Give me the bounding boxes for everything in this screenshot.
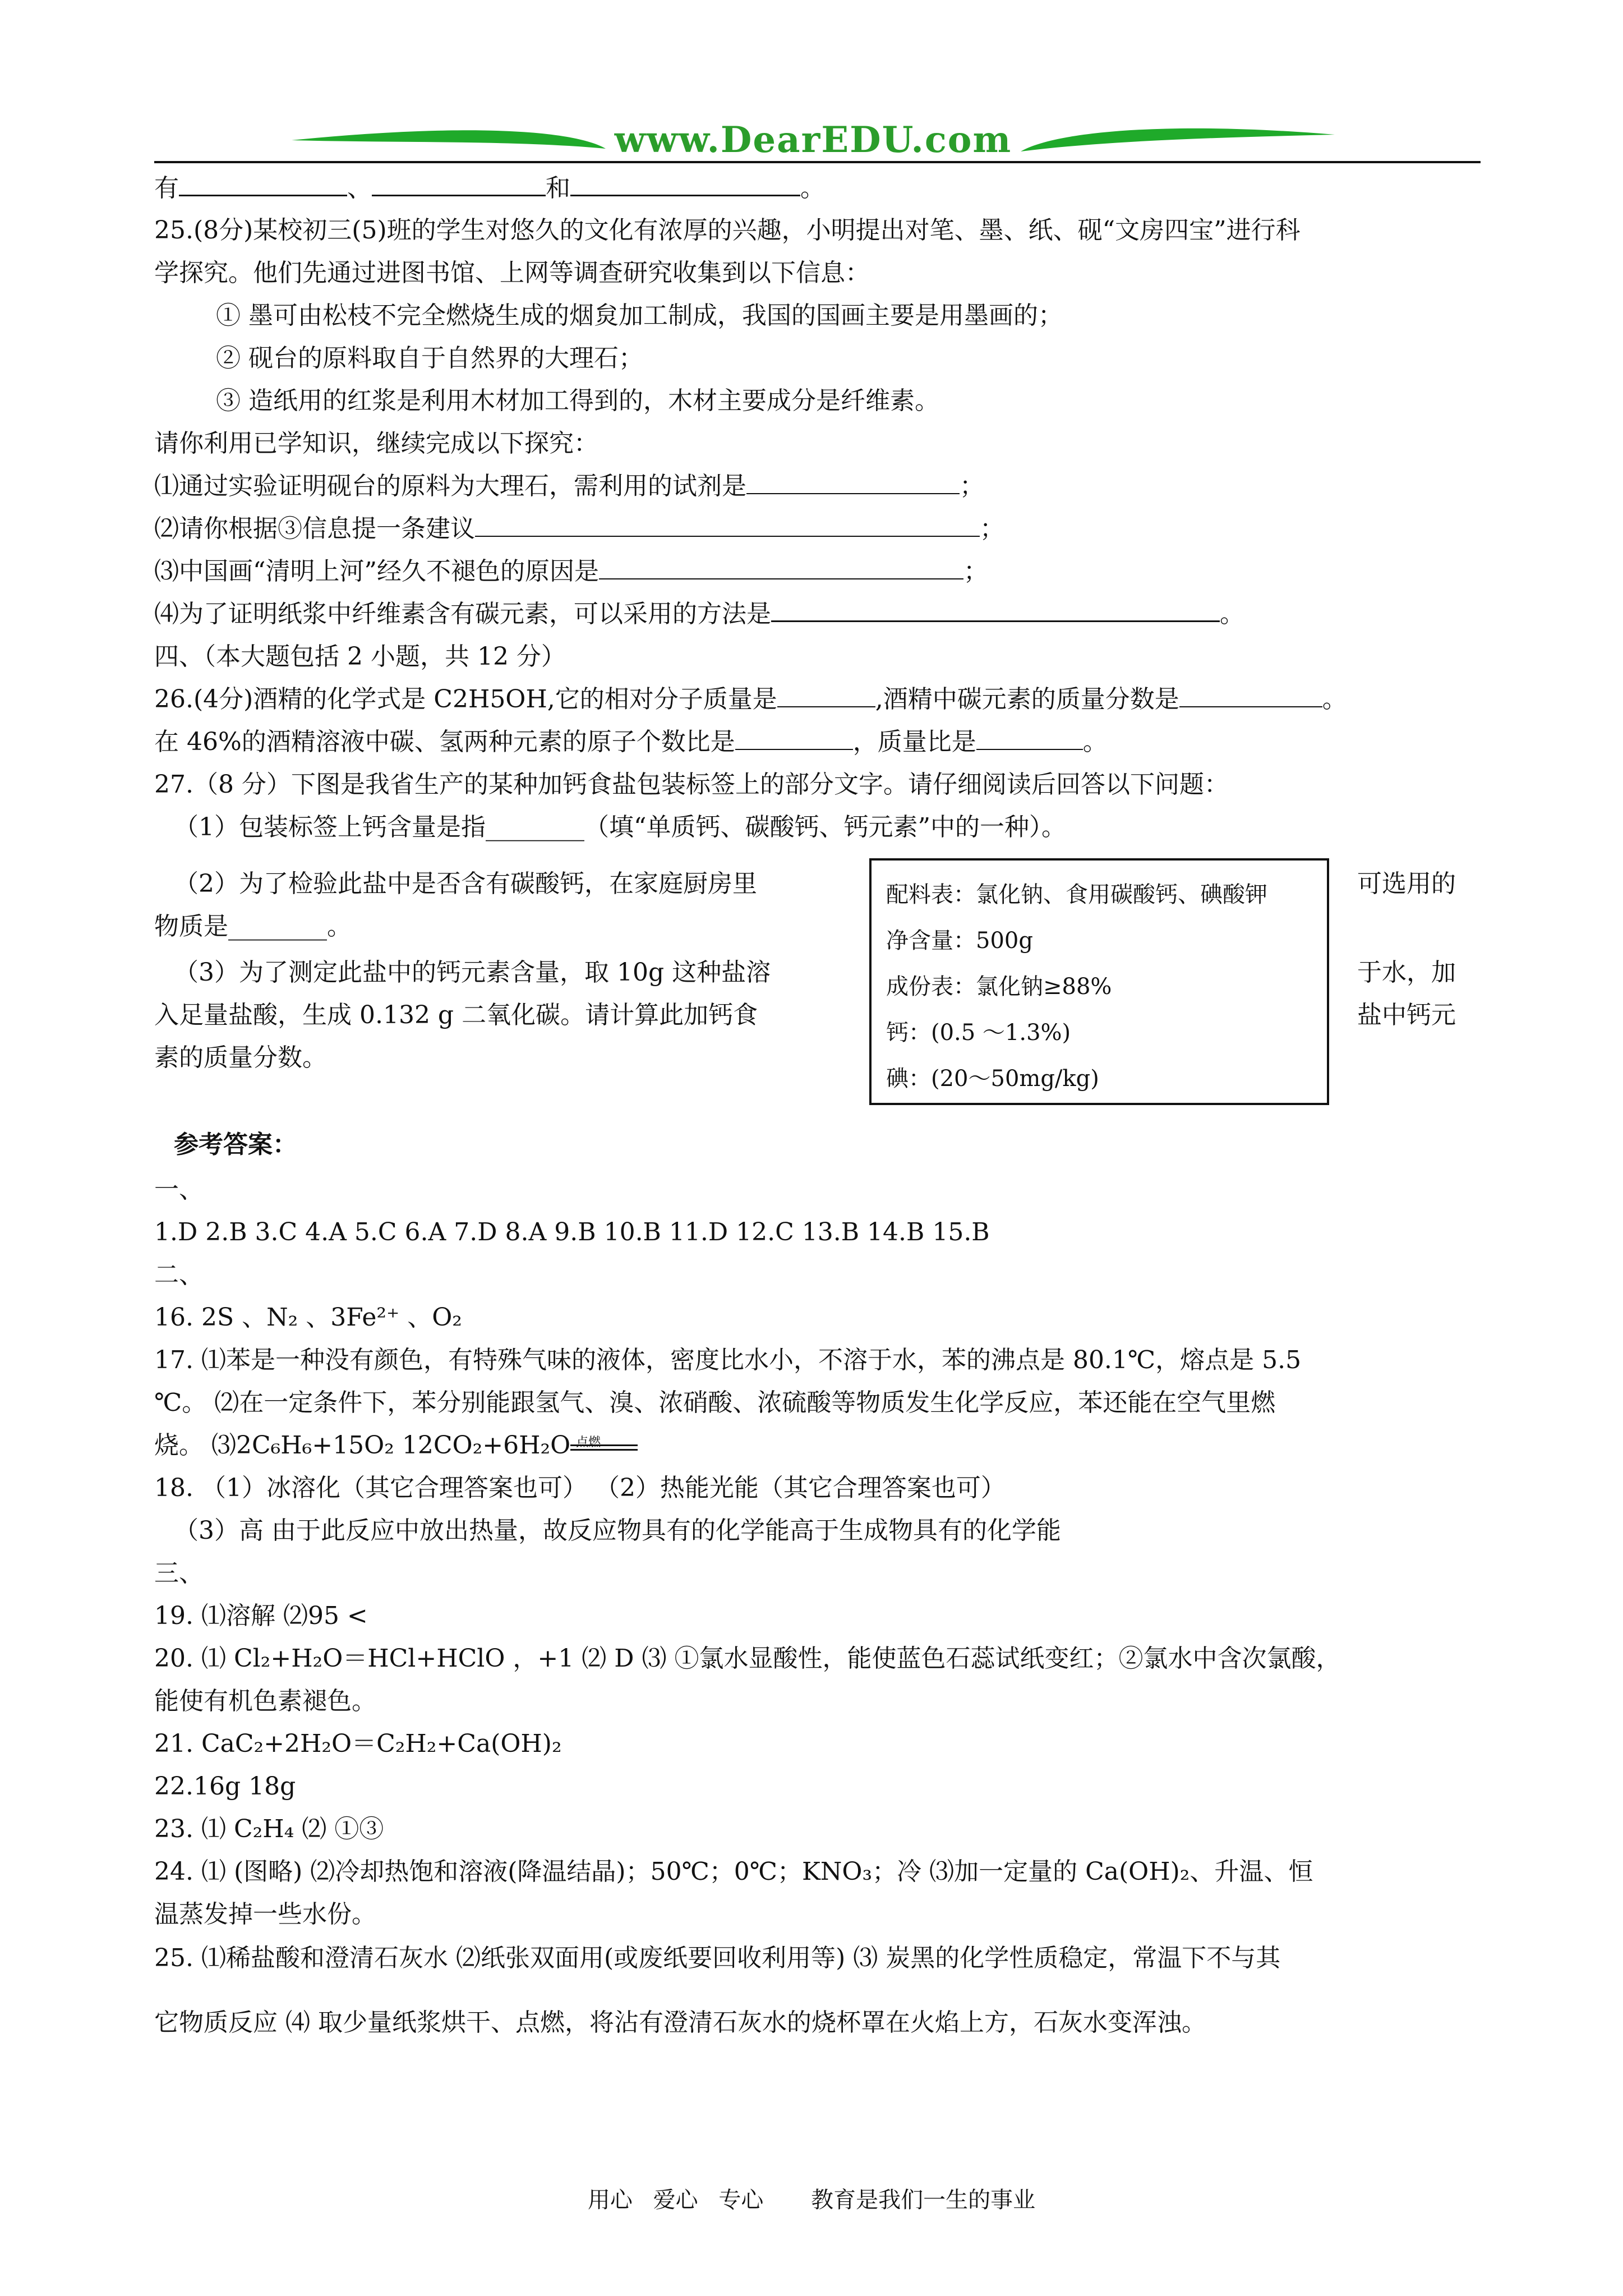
q26-line-2 xyxy=(154,725,1108,760)
answers-title: 参考答案： xyxy=(174,1130,297,1159)
q27-1: （1）包装标签上钙含量是指________（填“单质钙、碳酸钙、钙元素”中的一种）。 xyxy=(174,813,1066,841)
salt-label-box xyxy=(869,858,1329,1105)
text: ； xyxy=(960,472,984,500)
text: 。 xyxy=(800,174,825,203)
text: ⑴通过实验证明砚台的原料为大理石，需利用的试剂是 xyxy=(154,472,746,500)
footer-text-1: 用心 xyxy=(587,2187,633,2213)
answer-20b: 能使有机色素褪色。 xyxy=(154,1687,376,1715)
answers-section-1: 一、 xyxy=(154,1175,204,1204)
text: 和 xyxy=(546,174,570,203)
answer-17b: ℃。 ⑵在一定条件下，苯分别能跟氢气、溴、浓硝酸、浓硫酸等物质发生化学反应，苯还能在空气里燃 xyxy=(154,1388,1276,1417)
text: 26.(4分)酒精的化学式是 C2H5OH,它的相对分子质量是 xyxy=(154,685,777,714)
answer-blank xyxy=(475,512,980,537)
text: ⑶中国画“清明上河”经久不褪色的原因是 xyxy=(154,557,599,586)
text: 。 xyxy=(1220,600,1244,628)
info-2: ② 砚台的原料取自于自然界的大理石； xyxy=(216,344,643,372)
answer-25b: 它物质反应 ⑷ 取少量纸浆烘干、点燃，将沾有澄清石灰水的烧杯罩在火焰上方，石灰水变浑浊。 xyxy=(154,2008,1206,2037)
label-net-weight: 净含量：500g xyxy=(886,928,1033,954)
q27-2a: （2）为了检验此盐中是否含有碳酸钙，在家庭厨房里 xyxy=(174,869,757,898)
answer-20a: 20. ⑴ Cl₂+H₂O＝HCl+HClO ，+1 ⑵ D ⑶ ①氯水显酸性，能使蓝色石蕊试纸变红；②氯水中含次氯酸， xyxy=(154,1644,1341,1673)
footer-text-3: 专心 xyxy=(718,2187,764,2213)
q27-intro: 27.（8 分）下图是我省生产的某种加钙食盐包装标签上的部分文字。请仔细阅读后回答以下问题： xyxy=(154,770,1229,799)
answer-blank xyxy=(735,725,853,750)
q27-2c: 物质是________。 xyxy=(154,912,352,941)
answer-16: 16. 2S 、N₂ 、3Fe²⁺ 、O₂ xyxy=(154,1303,462,1332)
answer-blank xyxy=(746,470,960,494)
text: 在 46%的酒精溶液中碳、氢两种元素的原子个数比是 xyxy=(154,728,735,756)
text: 。 xyxy=(1082,728,1108,756)
q25-intro-2: 学探究。他们先通过进图书馆、上网等调查研究收集到以下信息： xyxy=(154,259,870,287)
logo-text: www.DearEDU.com xyxy=(614,119,1012,161)
answer-18b: （3）高 由于此反应中放出热量，故反应物具有的化学能高于生成物具有的化学能 xyxy=(174,1516,1061,1545)
q25-3 xyxy=(154,554,988,589)
label-composition: 成份表：氯化钠≥88% xyxy=(886,974,1112,1000)
text: 有 xyxy=(154,174,179,203)
answer-blank xyxy=(372,171,546,196)
info-3: ③ 造纸用的红浆是利用木材加工得到的，木材主要成分是纤维素。 xyxy=(216,386,939,415)
q27-2b: 可选用的 xyxy=(1357,869,1456,898)
answer-25a: 25. ⑴稀盐酸和澄清石灰水 ⑵纸张双面用(或废纸要回收利用等) ⑶ 炭黑的化学性质稳定，常温下不与其 xyxy=(154,1944,1281,1972)
answer-23: 23. ⑴ C₂H₄ ⑵ ①③ xyxy=(154,1815,384,1843)
text: ⑷为了证明纸浆中纤维素含有碳元素，可以采用的方法是 xyxy=(154,600,771,628)
text: 、 xyxy=(347,174,372,203)
answers-1-15: 1.D 2.B 3.C 4.A 5.C 6.A 7.D 8.A 9.B 10.B 11.D 12.C 13.B 14.B 15.B xyxy=(154,1218,990,1246)
q27-3d: 盐中钙元 xyxy=(1357,1001,1456,1029)
text: ； xyxy=(963,557,988,586)
answer-17a: 17. ⑴苯是一种没有颜色，有特殊气味的液体，密度比水小，不溶于水，苯的沸点是 80.1℃，熔点是 5.5 xyxy=(154,1346,1302,1374)
answer-19: 19. ⑴溶解 ⑵95 < xyxy=(154,1602,368,1630)
answer-22: 22.16g 18g xyxy=(154,1772,296,1801)
q25-1 xyxy=(154,469,984,504)
page-footer xyxy=(0,2182,1623,2214)
answer-blank xyxy=(570,171,800,196)
q25-2 xyxy=(154,512,1004,546)
answer-24a: 24. ⑴ (图略) ⑵冷却热饱和溶液(降温结晶)；50℃；0℃；KNO₃；冷 ⑶加一定量的 Ca(OH)₂、升温、恒 xyxy=(154,1857,1313,1886)
answer-blank xyxy=(976,725,1083,750)
reaction-condition-mark xyxy=(570,1435,638,1450)
answer-blank xyxy=(1179,683,1322,707)
footer-text-2: 爱心 xyxy=(653,2187,698,2213)
label-iodine: 碘：(20～50mg/kg) xyxy=(886,1066,1099,1092)
answer-17c xyxy=(154,1428,638,1463)
answer-24b: 温蒸发掉一些水份。 xyxy=(154,1900,376,1929)
info-1: ① 墨可由松枝不完全燃烧生成的烟炱加工制成，我国的国画主要是用墨画的； xyxy=(216,301,1063,330)
label-calcium: 钙：(0.5 ～1.3%) xyxy=(886,1020,1071,1046)
answer-blank xyxy=(771,597,1220,622)
answer-blank xyxy=(777,683,875,707)
ask-line: 请你利用已学知识，继续完成以下探究： xyxy=(154,429,598,458)
blank-line-24-end xyxy=(154,171,825,206)
answer-18a: 18. （1）冰溶化（其它合理答案也可） （2）热能光能（其它合理答案也可） xyxy=(154,1474,1006,1502)
text: 。 xyxy=(1322,685,1347,714)
q27-3a: （3）为了测定此盐中的钙元素含量，取 10g 这种盐溶 xyxy=(174,958,771,987)
q27-3b: 于水，加 xyxy=(1357,958,1456,987)
q25-intro: 25.(8分)某校初三(5)班的学生对悠久的文化有浓厚的兴趣，小明提出对笔、墨、纸、砚“文房四宝”进行科 xyxy=(154,216,1301,245)
answer-21: 21. CaC₂+2H₂O＝C₂H₂+Ca(OH)₂ xyxy=(154,1729,562,1758)
reaction-condition: 点燃 xyxy=(576,1435,601,1450)
text: ，质量比是 xyxy=(852,728,976,756)
footer-text-4: 教育是我们一生的事业 xyxy=(811,2187,1036,2213)
header-rule xyxy=(154,161,1481,163)
q27-3c: 入足量盐酸，生成 0.132 g 二氧化碳。请计算此加钙食 xyxy=(154,1001,758,1029)
text: ,酒精中碳元素的质量分数是 xyxy=(875,685,1179,714)
text: 烧。 ⑶2C₆H₆+15O₂ 12CO₂+6H₂O xyxy=(154,1431,571,1460)
answer-blank xyxy=(599,555,963,579)
text: ； xyxy=(980,514,1004,543)
label-ingredients: 配料表：氯化钠、食用碳酸钙、碘酸钾 xyxy=(886,882,1267,908)
answers-section-3: 三、 xyxy=(154,1559,204,1588)
answer-blank xyxy=(179,171,347,196)
section-4-heading: 四、（本大题包括 2 小题，共 12 分） xyxy=(154,642,566,671)
answers-section-2: 二、 xyxy=(154,1260,204,1289)
q27-3e: 素的质量分数。 xyxy=(154,1043,327,1072)
text: ⑵请你根据③信息提一条建议 xyxy=(154,514,475,543)
q25-4 xyxy=(154,597,1244,632)
q26-line-1 xyxy=(154,682,1347,717)
